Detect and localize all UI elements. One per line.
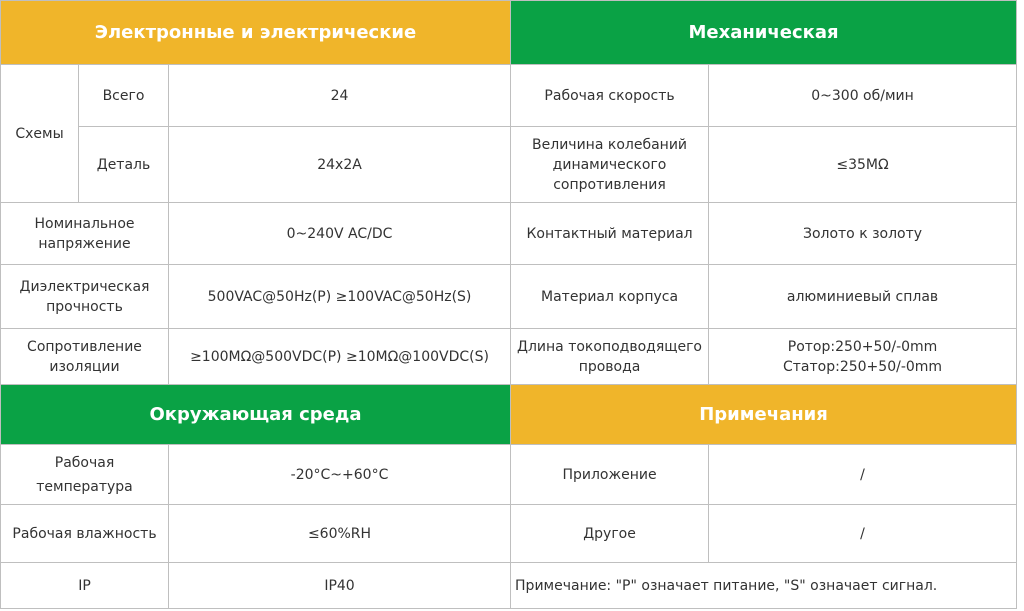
lead-value: [709, 329, 1017, 385]
other-label: Другое: [511, 505, 709, 563]
section-mechanical-header: Механическая: [511, 1, 1017, 65]
total-label: Всего: [79, 65, 169, 127]
humidity-label: Рабочая влажность: [1, 505, 169, 563]
contact-value: Золото к золоту: [709, 203, 1017, 265]
section-notes-header: Примечания: [511, 385, 1017, 445]
speed-label: Рабочая скорость: [511, 65, 709, 127]
ip-value: IP40: [169, 563, 511, 609]
voltage-value: 0~240V AC/DC: [169, 203, 511, 265]
lead-rotor: Ротор:250+50/-0mm: [787, 338, 938, 355]
section-electrical-header: Электронные и электрические: [1, 1, 511, 65]
temp-label: Рабочая температура: [1, 445, 169, 505]
insulation-label: Сопротивление изоляции: [1, 329, 169, 385]
ip-label: IP: [1, 563, 169, 609]
circuits-label: Схемы: [1, 65, 79, 203]
voltage-label: Номинальное напряжение: [1, 203, 169, 265]
fluctuation-label: Величина колебаний динамического сопротивления: [511, 127, 709, 203]
temp-value: -20°C~+60°C: [169, 445, 511, 505]
detail-value: 24x2A: [169, 127, 511, 203]
humidity-value: ≤60%RH: [169, 505, 511, 563]
other-value: /: [709, 505, 1017, 563]
housing-value: алюминиевый сплав: [709, 265, 1017, 329]
housing-label: Материал корпуса: [511, 265, 709, 329]
application-label: Приложение: [511, 445, 709, 505]
contact-label: Контактный материал: [511, 203, 709, 265]
application-value: /: [709, 445, 1017, 505]
remark-note: Примечание: "P" означает питание, "S" означает сигнал.: [511, 563, 1017, 609]
speed-value: 0~300 об/мин: [709, 65, 1017, 127]
lead-stator: Статор:250+50/-0mm: [783, 358, 943, 375]
section-environment-header: Окружающая среда: [1, 385, 511, 445]
total-value: 24: [169, 65, 511, 127]
lead-label: Длина токоподводящего провода: [511, 329, 709, 385]
detail-label: Деталь: [79, 127, 169, 203]
fluctuation-value: ≤35MΩ: [709, 127, 1017, 203]
insulation-value: ≥100MΩ@500VDC(P) ≥10MΩ@100VDC(S): [169, 329, 511, 385]
dielectric-label: Диэлектрическая прочность: [1, 265, 169, 329]
dielectric-value: 500VAC@50Hz(P) ≥100VAC@50Hz(S): [169, 265, 511, 329]
